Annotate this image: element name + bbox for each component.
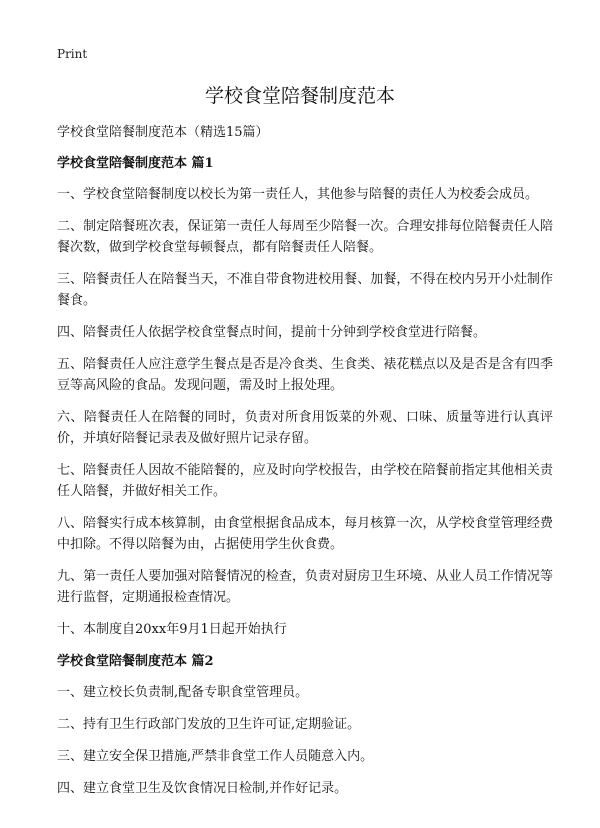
- document-body: [57, 122, 553, 810]
- section-1: [57, 153, 553, 640]
- paragraph: 四、陪餐责任人依据学校食堂餐点时间，提前十分钟到学校食堂进行陪餐。: [57, 325, 487, 340]
- section-heading: 学校食堂陪餐制度范本 篇2: [57, 654, 214, 669]
- paragraph: 四、建立食堂卫生及饮食情况日检制,并作好记录。: [57, 781, 348, 796]
- paragraph: 三、陪餐责任人在陪餐当天，不准自带食物进校用餐、加餐，不得在校内另开小灶制作餐食。: [57, 272, 553, 308]
- document-subtitle: 学校食堂陪餐制度范本（精选15篇）: [57, 125, 269, 140]
- paragraph: 八、陪餐实行成本核算制，由食堂根据食品成本，每月核算一次，从学校食堂管理经费中扣除。不得以陪餐为由，占据使用学生伙食费。: [57, 516, 553, 552]
- section-2: [57, 651, 553, 799]
- section-heading: 学校食堂陪餐制度范本 篇1: [57, 156, 214, 171]
- paragraph: 六、陪餐责任人在陪餐的同时，负责对所食用饭菜的外观、口味、质量等进行认真评价，并填好陪餐记录表及做好照片记录存留。: [57, 410, 553, 446]
- document-title: 学校食堂陪餐制度范本: [204, 85, 395, 107]
- paragraph: 一、学校食堂陪餐制度以校长为第一责任人，其他参与陪餐的责任人为校委会成员。: [57, 187, 539, 202]
- paragraph: 二、持有卫生行政部门发放的卫生许可证,定期验证。: [57, 717, 361, 732]
- paragraph: 二、制定陪餐班次表，保证第一责任人每周至少陪餐一次。合理安排每位陪餐责任人陪餐次数，做到学校食堂每顿餐点，都有陪餐责任人陪餐。: [57, 219, 553, 255]
- paragraph: 五、陪餐责任人应注意学生餐点是否是冷食类、生食类、裱花糕点以及是否是含有四季豆等高风险的食品。发现问题，需及时上报处理。: [57, 357, 553, 393]
- paragraph: 十、本制度自20xx年9月1日起开始执行: [57, 622, 287, 637]
- paragraph: 七、陪餐责任人因故不能陪餐的，应及时向学校报告，由学校在陪餐前指定其他相关责任人陪餐，并做好相关工作。: [57, 463, 553, 499]
- print-label: Print: [57, 47, 88, 61]
- paragraph: 三、建立安全保卫措施,严禁非食堂工作人员随意入内。: [57, 749, 374, 764]
- paragraph: 一、建立校长负责制,配备专职食堂管理员。: [57, 685, 309, 700]
- paragraph: 九、第一责任人要加强对陪餐情况的检查，负责对厨房卫生环境、从业人员工作情况等进行监督，定期通报检查情况。: [57, 569, 553, 605]
